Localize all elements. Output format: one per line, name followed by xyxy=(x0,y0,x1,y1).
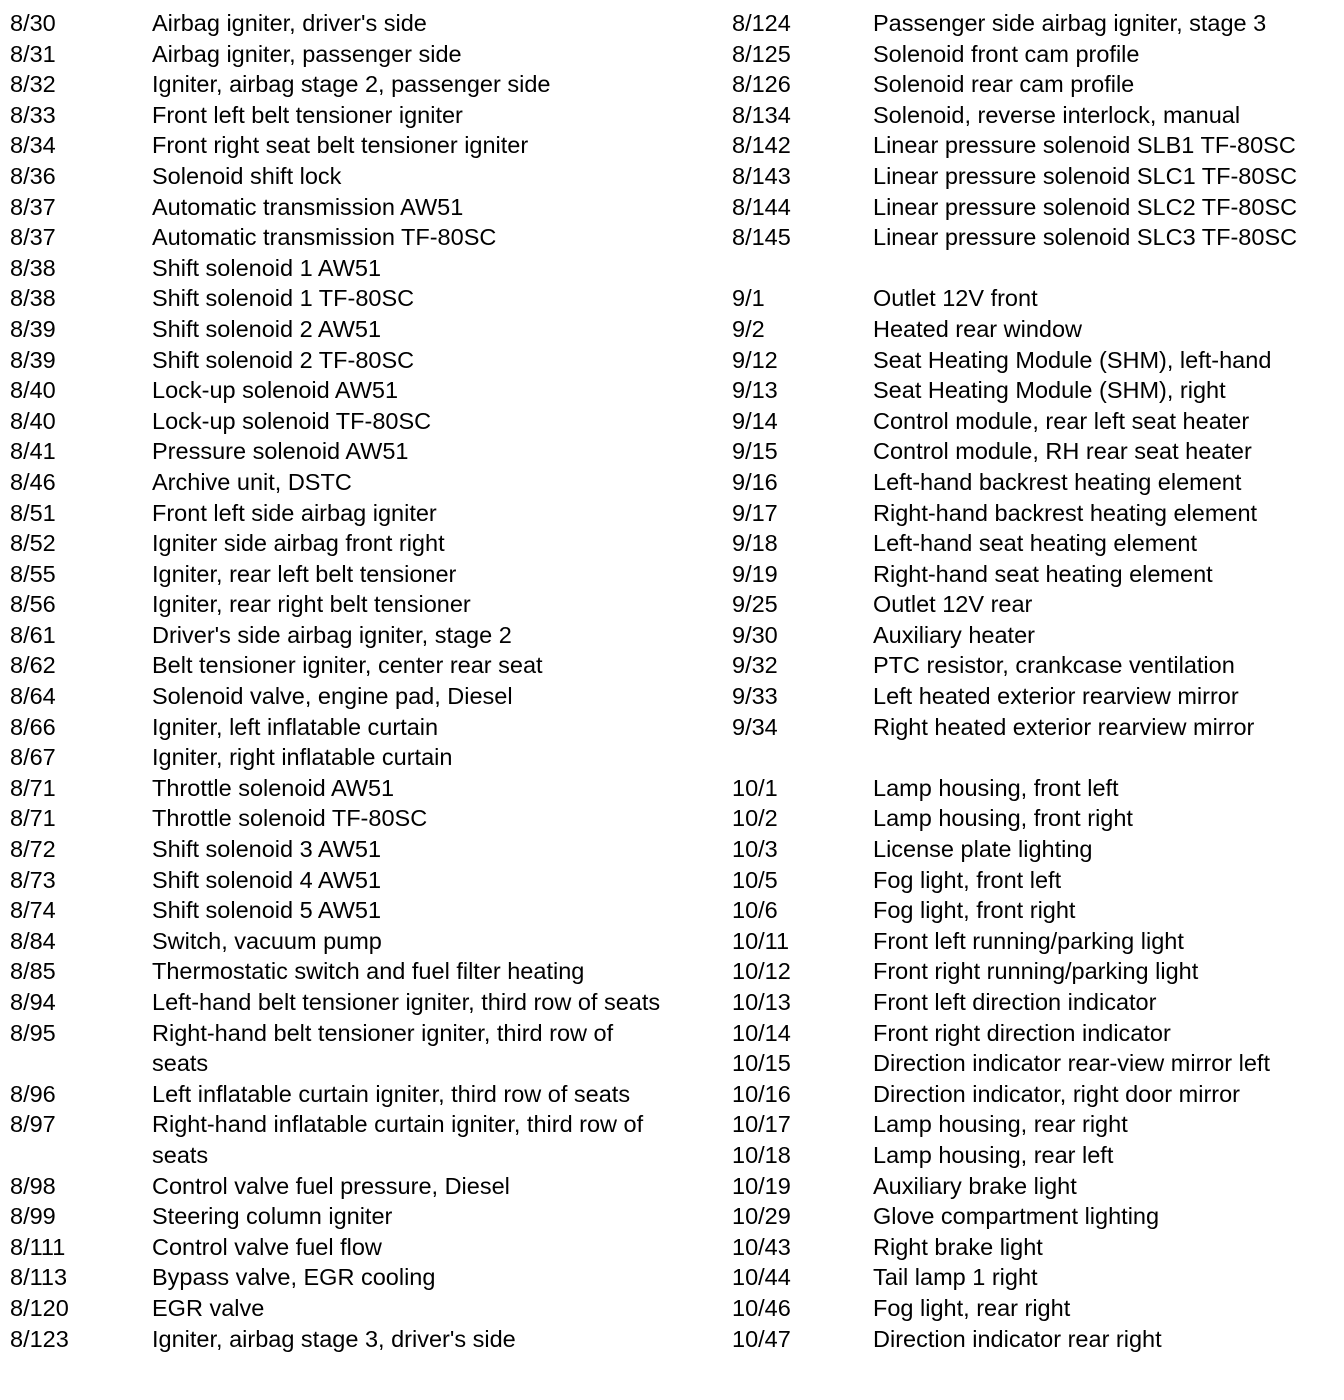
component-description: Direction indicator rear-view mirror left xyxy=(873,1050,1270,1077)
component-description: Shift solenoid 1 TF-80SC xyxy=(152,285,415,312)
component-description: Seat Heating Module (SHM), right xyxy=(873,377,1226,404)
list-item xyxy=(732,1171,1338,1202)
component-code: 9/16 xyxy=(732,468,778,495)
component-description: Throttle solenoid AW51 xyxy=(152,774,395,801)
list-item xyxy=(732,865,1338,896)
component-description: Solenoid, reverse interlock, manual xyxy=(873,101,1241,128)
component-code: 9/18 xyxy=(732,530,778,557)
component-description: Belt tensioner igniter, center rear seat xyxy=(152,652,543,679)
component-code: 8/111 xyxy=(10,1233,66,1260)
component-code: 10/44 xyxy=(732,1264,791,1291)
component-description: Left-hand backrest heating element xyxy=(873,468,1242,495)
component-description: Thermostatic switch and fuel filter heating xyxy=(152,958,585,985)
spacer-row xyxy=(732,742,1338,773)
list-item xyxy=(732,100,1338,131)
list-item xyxy=(732,314,1338,345)
component-code: 8/40 xyxy=(10,407,56,434)
list-item xyxy=(732,1109,1338,1140)
component-code: 8/46 xyxy=(10,468,56,495)
component-description: Shift solenoid 2 AW51 xyxy=(152,315,382,342)
component-code: 10/1 xyxy=(732,774,778,801)
list-item xyxy=(732,1232,1338,1263)
component-code: 8/39 xyxy=(10,315,56,342)
list-item xyxy=(732,987,1338,1018)
component-description: Lock-up solenoid AW51 xyxy=(152,377,399,404)
list-item xyxy=(10,895,670,926)
list-item xyxy=(732,528,1338,559)
component-description: Lamp housing, front left xyxy=(873,774,1119,801)
component-code: 9/13 xyxy=(732,377,778,404)
list-item xyxy=(10,467,670,498)
component-description: Driver's side airbag igniter, stage 2 xyxy=(152,621,512,648)
component-code: 8/30 xyxy=(10,10,56,36)
list-item xyxy=(732,375,1338,406)
component-code: 9/12 xyxy=(732,346,778,373)
component-code: 8/94 xyxy=(10,989,56,1015)
list-item xyxy=(10,1262,670,1293)
component-description: Shift solenoid 4 AW51 xyxy=(152,866,382,893)
component-code: 8/71 xyxy=(10,805,56,832)
component-code: 8/98 xyxy=(10,1172,56,1199)
component-code: 10/13 xyxy=(732,989,791,1015)
component-code: 8/36 xyxy=(10,162,56,189)
component-code: 8/72 xyxy=(10,836,56,863)
list-item xyxy=(10,283,670,314)
component-code: 8/41 xyxy=(10,438,56,465)
component-description: Lock-up solenoid TF-80SC xyxy=(152,407,432,434)
component-code: 8/33 xyxy=(10,101,56,128)
component-description: Left-hand seat heating element xyxy=(873,530,1198,557)
list-item xyxy=(10,1079,670,1110)
component-description: Fog light, rear right xyxy=(873,1294,1071,1321)
component-description: Front left running/parking light xyxy=(873,927,1184,954)
list-item xyxy=(732,1018,1338,1049)
component-description: Control valve fuel pressure, Diesel xyxy=(152,1172,510,1199)
component-description: Linear pressure solenoid SLC2 TF-80SC xyxy=(873,193,1298,220)
component-description: Shift solenoid 2 TF-80SC xyxy=(152,346,415,373)
component-code: 9/14 xyxy=(732,407,778,434)
list-item xyxy=(10,834,670,865)
list-item xyxy=(10,987,670,1018)
component-description: Igniter, airbag stage 3, driver's side xyxy=(152,1325,516,1352)
list-item xyxy=(732,803,1338,834)
component-code: 8/143 xyxy=(732,162,791,189)
component-description: Airbag igniter, driver's side xyxy=(152,10,427,36)
component-description: Right-hand belt tensioner igniter, third row of seats xyxy=(152,1019,614,1077)
component-code: 8/31 xyxy=(10,40,56,67)
component-code: 8/124 xyxy=(732,10,791,36)
component-code: 10/12 xyxy=(732,958,791,985)
component-description: Steering column igniter xyxy=(152,1203,393,1230)
component-description: Shift solenoid 5 AW51 xyxy=(152,897,382,924)
component-description: Linear pressure solenoid SLC1 TF-80SC xyxy=(873,162,1298,189)
component-code: 10/16 xyxy=(732,1080,791,1107)
component-code: 8/56 xyxy=(10,591,56,618)
list-item xyxy=(732,345,1338,376)
component-code: 9/30 xyxy=(732,621,778,648)
list-item xyxy=(732,681,1338,712)
component-code: 9/15 xyxy=(732,438,778,465)
component-description: Solenoid front cam profile xyxy=(873,40,1140,67)
list-item xyxy=(10,773,670,804)
component-description: Solenoid valve, engine pad, Diesel xyxy=(152,683,513,710)
component-description: Solenoid rear cam profile xyxy=(873,71,1135,98)
component-description: Igniter, airbag stage 2, passenger side xyxy=(152,71,551,98)
component-description: Direction indicator rear right xyxy=(873,1325,1162,1352)
list-item xyxy=(10,314,670,345)
component-code: 8/66 xyxy=(10,713,56,740)
component-code: 9/25 xyxy=(732,591,778,618)
component-description: Bypass valve, EGR cooling xyxy=(152,1264,436,1291)
component-description: Right heated exterior rearview mirror xyxy=(873,713,1255,740)
component-description: Solenoid shift lock xyxy=(152,162,342,189)
component-description: Passenger side airbag igniter, stage 3 xyxy=(873,10,1267,36)
component-code: 8/145 xyxy=(732,224,791,251)
component-code: 8/51 xyxy=(10,499,56,526)
component-code: 8/38 xyxy=(10,285,56,312)
list-item xyxy=(732,406,1338,437)
component-description: Front right direction indicator xyxy=(873,1019,1171,1046)
list-item xyxy=(732,895,1338,926)
component-description: Igniter side airbag front right xyxy=(152,530,445,557)
component-code xyxy=(732,742,873,773)
component-description: Igniter, left inflatable curtain xyxy=(152,713,439,740)
component-code: 10/11 xyxy=(732,927,790,954)
component-description: Shift solenoid 3 AW51 xyxy=(152,836,382,863)
component-description: PTC resistor, crankcase ventilation xyxy=(873,652,1235,679)
list-item xyxy=(10,1018,670,1079)
list-item xyxy=(10,956,670,987)
component-code: 10/3 xyxy=(732,836,778,863)
list-item xyxy=(10,589,670,620)
component-code: 8/97 xyxy=(10,1111,56,1138)
list-item xyxy=(732,467,1338,498)
component-code: 9/1 xyxy=(732,285,765,312)
component-description: Right brake light xyxy=(873,1233,1043,1260)
component-code: 9/17 xyxy=(732,499,778,526)
component-code: 8/113 xyxy=(10,1264,68,1291)
component-description: Right-hand seat heating element xyxy=(873,560,1213,587)
list-item xyxy=(10,192,670,223)
list-item xyxy=(10,130,670,161)
list-item xyxy=(732,161,1338,192)
list-item xyxy=(10,161,670,192)
component-description: Heated rear window xyxy=(873,315,1082,342)
component-code: 8/37 xyxy=(10,193,56,220)
list-item xyxy=(10,926,670,957)
component-description: Fog light, front right xyxy=(873,897,1076,924)
list-item xyxy=(10,39,670,70)
component-code: 8/74 xyxy=(10,897,56,924)
list-item xyxy=(732,650,1338,681)
component-code: 10/47 xyxy=(732,1325,791,1352)
component-description: Linear pressure solenoid SLC3 TF-80SC xyxy=(873,224,1298,251)
component-description: Left heated exterior rearview mirror xyxy=(873,683,1239,710)
component-description: Linear pressure solenoid SLB1 TF-80SC xyxy=(873,132,1296,159)
component-code: 8/55 xyxy=(10,560,56,587)
component-description: Tail lamp 1 right xyxy=(873,1264,1038,1291)
component-code: 8/61 xyxy=(10,621,56,648)
list-item xyxy=(10,436,670,467)
component-description: Shift solenoid 1 AW51 xyxy=(152,254,382,281)
component-code: 8/40 xyxy=(10,377,56,404)
component-description: Right-hand backrest heating element xyxy=(873,499,1258,526)
list-item xyxy=(732,620,1338,651)
component-code: 8/134 xyxy=(732,101,791,128)
component-code: 8/84 xyxy=(10,927,56,954)
component-description: Throttle solenoid TF-80SC xyxy=(152,805,428,832)
component-code: 9/32 xyxy=(732,652,778,679)
component-description: Outlet 12V front xyxy=(873,285,1038,312)
list-item xyxy=(732,1140,1338,1171)
list-item xyxy=(732,8,1338,39)
component-description: Front right running/parking light xyxy=(873,958,1199,985)
component-code: 8/125 xyxy=(732,40,791,67)
list-item xyxy=(732,712,1338,743)
component-description: Automatic transmission AW51 xyxy=(152,193,464,220)
component-code: 8/99 xyxy=(10,1203,56,1230)
component-description: Front left side airbag igniter xyxy=(152,499,437,526)
component-description: EGR valve xyxy=(152,1294,265,1321)
component-description: Auxiliary brake light xyxy=(873,1172,1077,1199)
component-code: 10/6 xyxy=(732,897,778,924)
component-description: Fog light, front left xyxy=(873,866,1062,893)
component-code: 10/18 xyxy=(732,1141,791,1168)
list-item xyxy=(10,559,670,590)
component-description: Igniter, rear right belt tensioner xyxy=(152,591,471,618)
component-code: 8/32 xyxy=(10,71,56,98)
list-item xyxy=(10,1232,670,1263)
list-item xyxy=(10,620,670,651)
component-code: 10/15 xyxy=(732,1050,791,1077)
component-description: Control module, RH rear seat heater xyxy=(873,438,1252,465)
component-code: 8/73 xyxy=(10,866,56,893)
component-code: 9/2 xyxy=(732,315,765,342)
list-item xyxy=(10,865,670,896)
component-code: 10/14 xyxy=(732,1019,791,1046)
component-description: Airbag igniter, passenger side xyxy=(152,40,462,67)
list-item xyxy=(10,375,670,406)
list-item xyxy=(10,406,670,437)
list-item xyxy=(732,130,1338,161)
list-item xyxy=(732,436,1338,467)
component-description: Control module, rear left seat heater xyxy=(873,407,1250,434)
list-item xyxy=(10,345,670,376)
component-description: Front right seat belt tensioner igniter xyxy=(152,132,529,159)
component-code: 10/46 xyxy=(732,1294,791,1321)
component-code xyxy=(732,253,873,284)
component-description: Front left belt tensioner igniter xyxy=(152,101,463,128)
component-description: Automatic transmission TF-80SC xyxy=(152,224,497,251)
component-description: Switch, vacuum pump xyxy=(152,927,382,954)
list-item xyxy=(10,1109,670,1170)
list-item xyxy=(732,1324,1338,1355)
component-code: 8/52 xyxy=(10,530,56,557)
component-description: Igniter, rear left belt tensioner xyxy=(152,560,457,587)
component-code: 10/29 xyxy=(732,1203,791,1230)
component-description: Archive unit, DSTC xyxy=(152,468,352,495)
component-description: Lamp housing, rear left xyxy=(873,1141,1114,1168)
component-code: 8/85 xyxy=(10,958,56,985)
list-item xyxy=(10,528,670,559)
list-item xyxy=(10,1324,670,1355)
component-description: Lamp housing, front right xyxy=(873,805,1133,832)
right-column xyxy=(732,8,1338,1354)
component-description xyxy=(873,253,1338,284)
component-code: 8/142 xyxy=(732,132,791,159)
component-code: 10/5 xyxy=(732,866,778,893)
component-code: 8/120 xyxy=(10,1294,69,1321)
component-description: Auxiliary heater xyxy=(873,621,1035,648)
component-description: Lamp housing, rear right xyxy=(873,1111,1128,1138)
component-description: Control valve fuel flow xyxy=(152,1233,382,1260)
list-item xyxy=(10,681,670,712)
component-code: 8/38 xyxy=(10,254,56,281)
list-item xyxy=(10,803,670,834)
component-description: Pressure solenoid AW51 xyxy=(152,438,409,465)
list-item xyxy=(732,1293,1338,1324)
list-item xyxy=(732,39,1338,70)
component-description: Igniter, right inflatable curtain xyxy=(152,744,453,771)
list-item xyxy=(10,1293,670,1324)
component-code: 8/95 xyxy=(10,1019,56,1046)
list-item xyxy=(732,589,1338,620)
component-code: 8/123 xyxy=(10,1325,69,1352)
list-item xyxy=(732,1262,1338,1293)
component-code: 9/33 xyxy=(732,683,778,710)
component-code: 8/96 xyxy=(10,1080,56,1107)
component-code: 10/19 xyxy=(732,1172,791,1199)
list-item xyxy=(10,498,670,529)
list-item xyxy=(732,283,1338,314)
component-code: 8/37 xyxy=(10,224,56,251)
component-code: 8/144 xyxy=(732,193,791,220)
component-code: 8/39 xyxy=(10,346,56,373)
list-item xyxy=(732,498,1338,529)
component-description: Glove compartment lighting xyxy=(873,1203,1160,1230)
spacer-row xyxy=(732,253,1338,284)
component-code: 10/17 xyxy=(732,1111,791,1138)
list-item xyxy=(732,559,1338,590)
list-item xyxy=(732,69,1338,100)
list-item xyxy=(732,1201,1338,1232)
list-item xyxy=(732,222,1338,253)
component-code: 9/34 xyxy=(732,713,778,740)
component-code: 9/19 xyxy=(732,560,778,587)
list-item xyxy=(10,1171,670,1202)
component-code: 10/43 xyxy=(732,1233,791,1260)
component-description: Direction indicator, right door mirror xyxy=(873,1080,1240,1107)
list-item xyxy=(732,192,1338,223)
component-code: 8/71 xyxy=(10,774,56,801)
component-description: Seat Heating Module (SHM), left-hand xyxy=(873,346,1272,373)
list-item xyxy=(10,253,670,284)
component-code: 10/2 xyxy=(732,805,778,832)
component-description xyxy=(873,742,1338,773)
component-description: License plate lighting xyxy=(873,836,1093,863)
list-item xyxy=(10,100,670,131)
list-item xyxy=(732,1048,1338,1079)
component-description: Left inflatable curtain igniter, third row of seats xyxy=(152,1080,631,1107)
component-code: 8/67 xyxy=(10,744,56,771)
list-item xyxy=(732,926,1338,957)
component-description: Left-hand belt tensioner igniter, third row of seats xyxy=(152,989,661,1015)
component-code: 8/34 xyxy=(10,132,56,159)
component-description: Right-hand inflatable curtain igniter, third row of seats xyxy=(152,1111,644,1168)
list-item xyxy=(10,712,670,743)
list-item xyxy=(10,742,670,773)
list-item xyxy=(10,222,670,253)
component-code: 8/62 xyxy=(10,652,56,679)
component-code: 8/126 xyxy=(732,71,791,98)
list-item xyxy=(10,8,670,39)
list-item xyxy=(10,69,670,100)
list-item xyxy=(732,773,1338,804)
list-item xyxy=(10,1201,670,1232)
list-item xyxy=(732,956,1338,987)
component-description: Front left direction indicator xyxy=(873,989,1157,1015)
list-item xyxy=(10,650,670,681)
component-description: Outlet 12V rear xyxy=(873,591,1033,618)
left-column xyxy=(10,8,670,1354)
list-item xyxy=(732,834,1338,865)
component-code: 8/64 xyxy=(10,683,56,710)
list-item xyxy=(732,1079,1338,1110)
